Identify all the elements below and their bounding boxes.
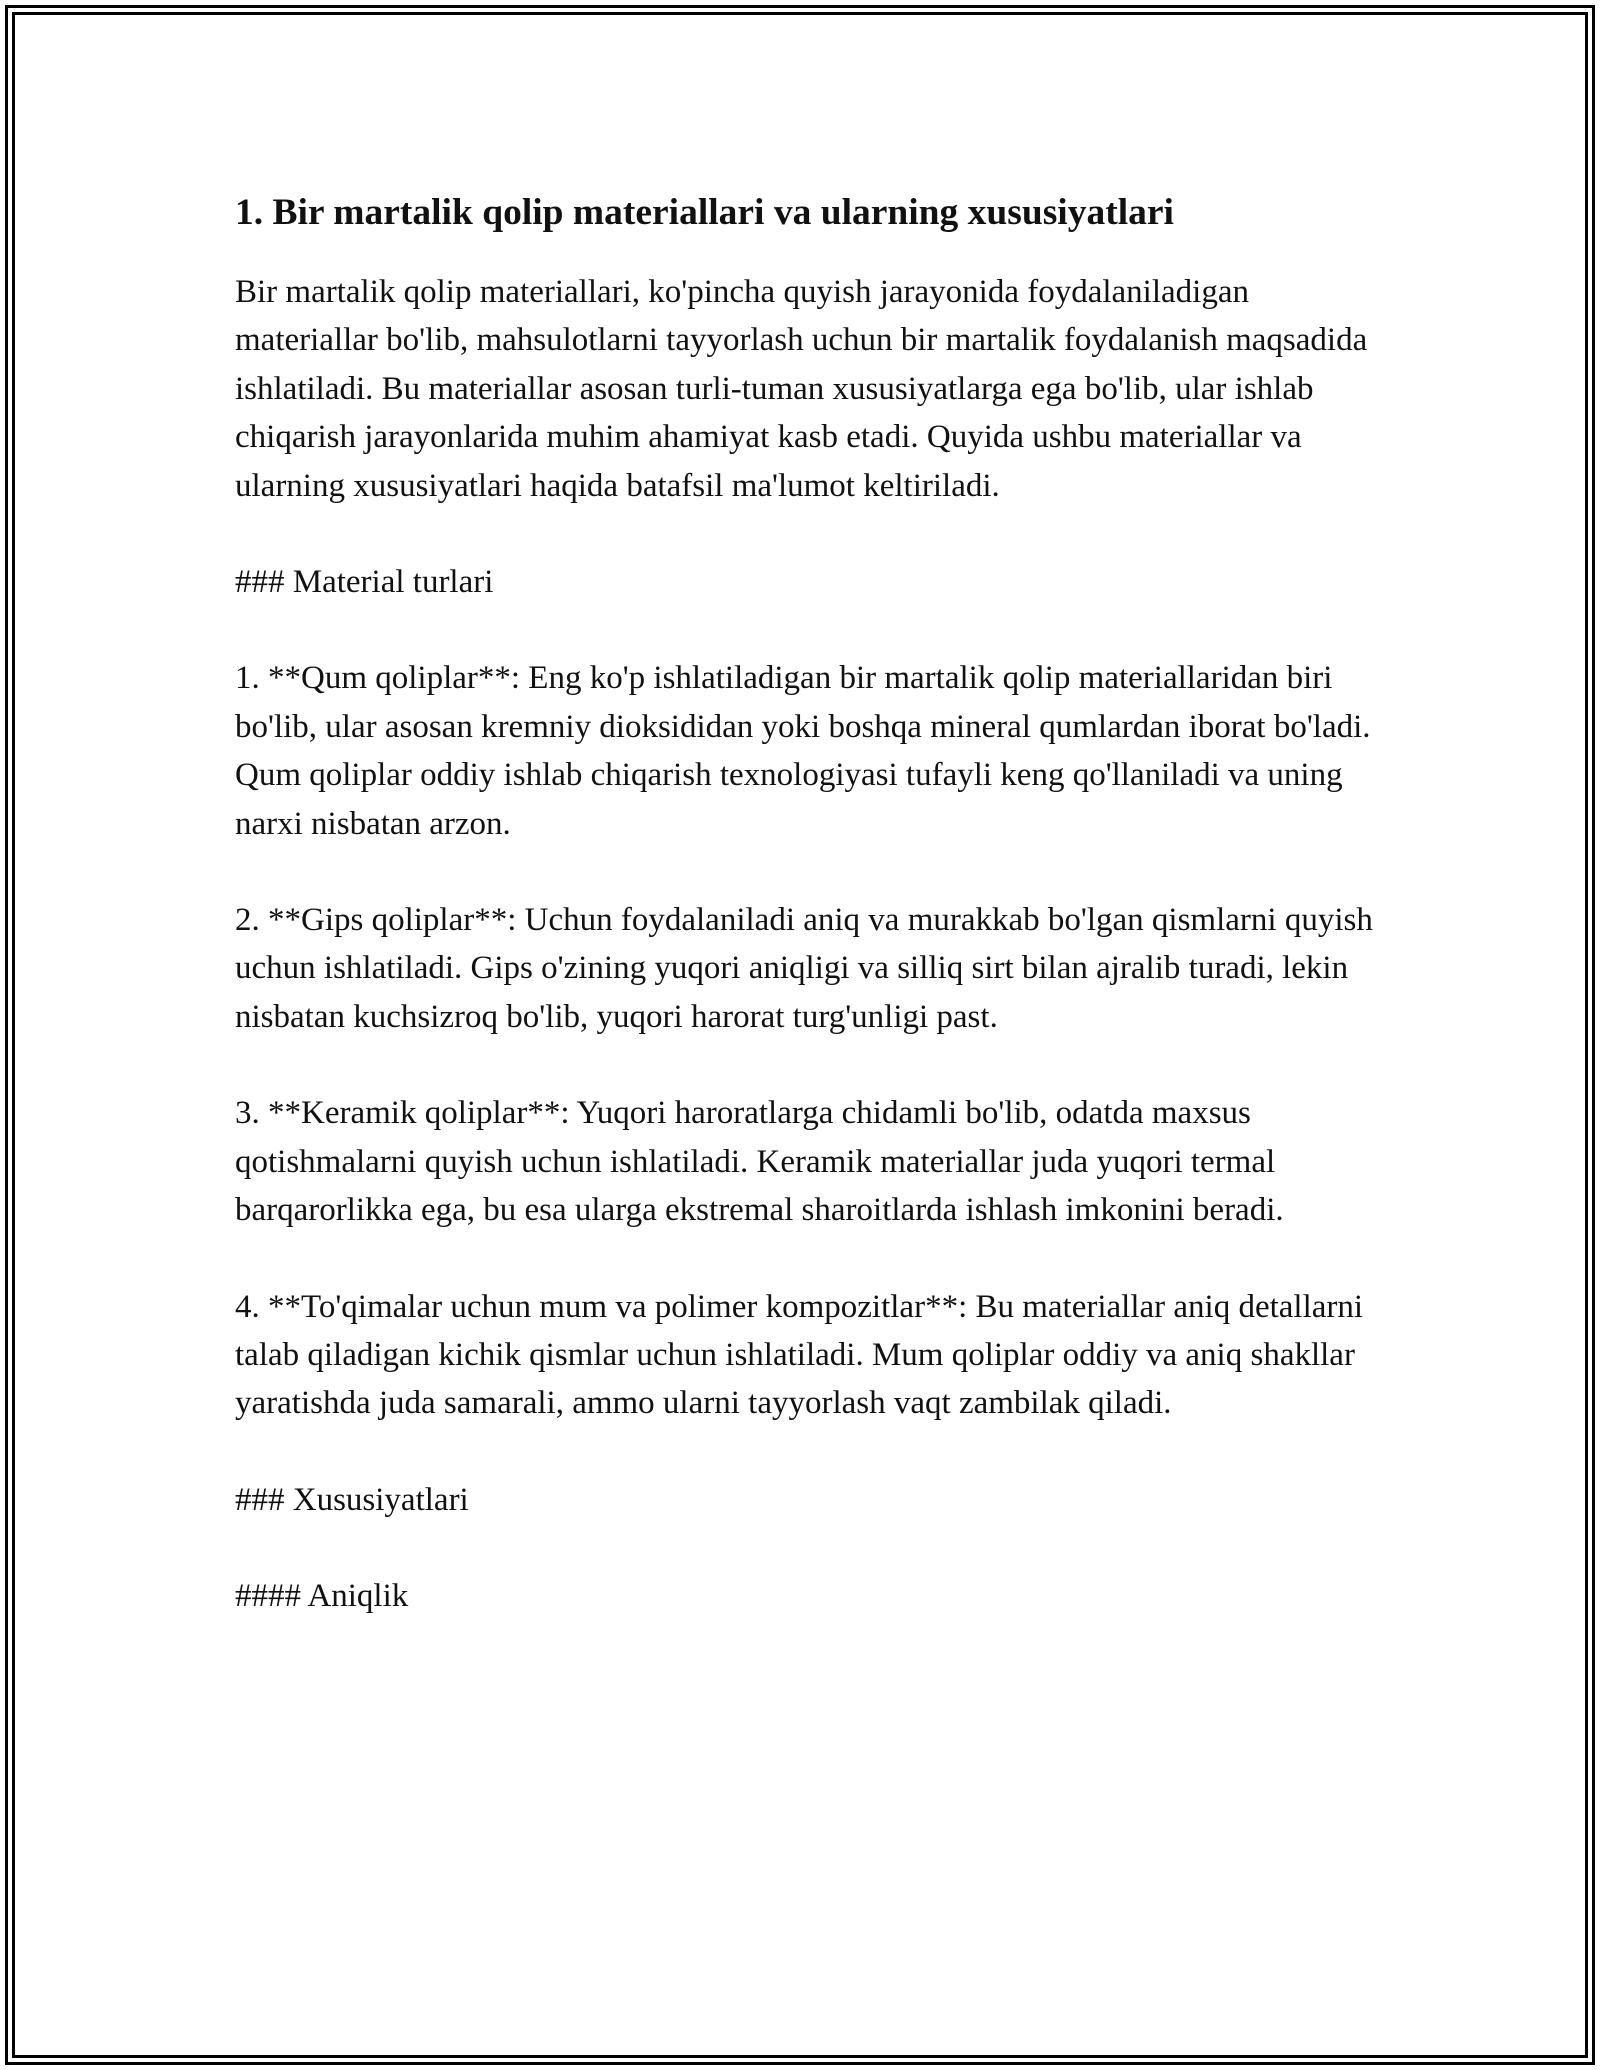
document-title: 1. Bir martalik qolip materiallari va ularning xususiyatlari [235, 192, 1174, 233]
list-item-qum-qoliplar: 1. **Qum qoliplar**: Eng ko'p ishlatiladigan bir martalik qolip materiallaridan biri bo'lib, ular asosan kremniy dioksididan yoki boshqa mineral qumlardan iborat bo'ladi. Qum qoliplar oddiy ishlab chiqarish texnologiyasi tufayli keng qo'llaniladi va uning narxi nisbatan arzon. [235, 660, 1371, 842]
section-heading-material-turlari: ### Material turlari [235, 564, 494, 601]
list-item-keramik-qoliplar: 3. **Keramik qoliplar**: Yuqori haroratlarga chidamli bo'lib, odatda maxsus qotishmalarni quyish uchun ishlatiladi. Keramik materiallar juda yuqori termal barqarorlikka ega, bu esa ularga ekstremal sharoitlarda ishlash imkonini beradi. [235, 1095, 1284, 1229]
subsection-heading-aniqlik: #### Aniqlik [235, 1578, 409, 1615]
list-item-gips-qoliplar: 2. **Gips qoliplar**: Uchun foydalaniladi aniq va murakkab bo'lgan qismlarni quyish uchun ishlatiladi. Gips o'zining yuqori aniqligi va silliq sirt bilan ajralib turadi, lekin nisbatan kuchsizroq bo'lib, yuqori harorat turg'unligi past. [235, 902, 1373, 1035]
section-heading-xususiyatlari: ### Xususiyatlari [235, 1481, 469, 1518]
intro-paragraph: Bir martalik qolip materiallari, ko'pincha quyish jarayonida foydalaniladigan materiallar bo'lib, mahsulotlarni tayyorlash uchun bir martalik foydalanish maqsadida ishlatiladi. Bu materiallar asosan turli-tuman xususiyatlarga ega bo'lib, ular ishlab chiqarish jarayonlarida muhim ahamiyat kasb etadi. Quyida ushbu materiallar va ularning xususiyatlari haqida batafsil ma'lumot keltiriladi. [235, 274, 1368, 504]
document-body [235, 183, 1375, 1669]
list-item-mum-polimer: 4. **To'qimalar uchun mum va polimer kompozitlar**: Bu materiallar aniq detallarni talab qiladigan kichik qismlar uchun ishlatiladi. Mum qoliplar oddiy va aniq shakllar yaratishda juda samarali, ammo ularni tayyorlash vaqt zambilak qiladi. [235, 1288, 1364, 1422]
